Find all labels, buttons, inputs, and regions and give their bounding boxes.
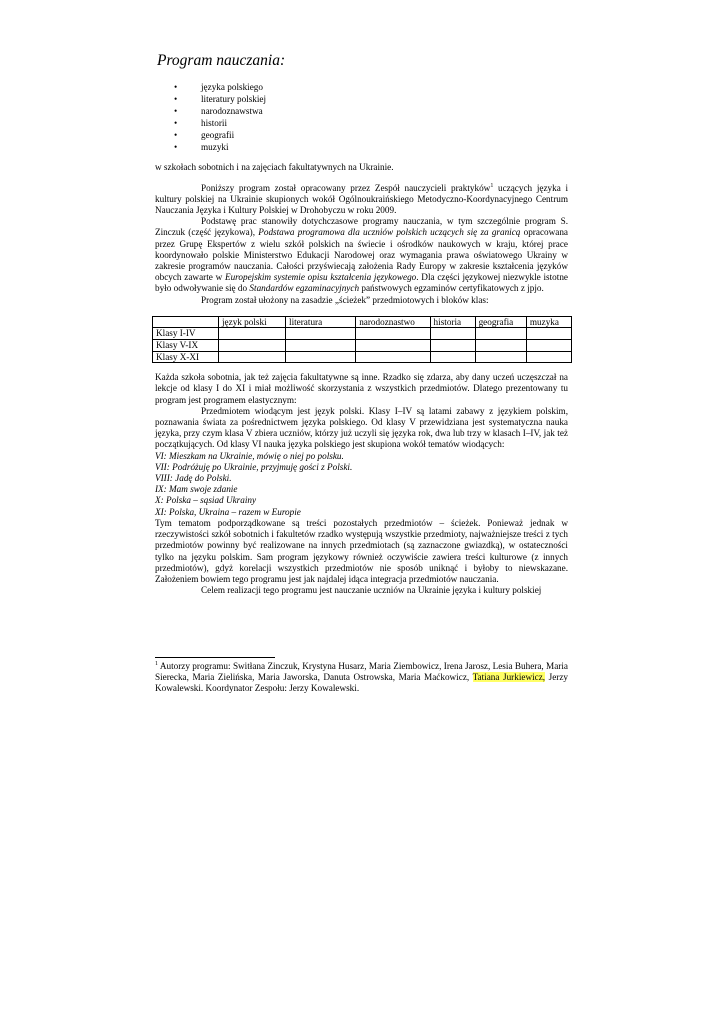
bullet-icon: • xyxy=(174,105,178,116)
footnote-divider xyxy=(155,657,275,658)
list-item: VII: Podróżuję po Ukrainie, przyjmuję gości z Polski. xyxy=(155,461,353,472)
table-header-cell xyxy=(153,316,219,328)
bullet-icon: • xyxy=(174,93,178,104)
paragraph-goal: Celem realizacji tego programu jest nauczanie uczniów na Ukrainie języka i kultury polskiej xyxy=(201,585,542,596)
table-row-label: Klasy I-IV xyxy=(153,328,219,340)
table-row xyxy=(153,328,572,340)
page-title: Program nauczania: xyxy=(157,52,286,69)
paragraph-structure: Program został ułożony na zasadzie „ścieżek” przedmiotowych i bloków klas: xyxy=(201,294,489,305)
list-item: • języka polskiego xyxy=(174,82,263,92)
list-item: • literatury polskiej xyxy=(174,93,267,104)
bullet-icon: • xyxy=(174,129,178,140)
table-header-cell: historia xyxy=(430,316,475,328)
paragraph-integration: Tym tematom podporządkowane są treści pozostałych przedmiotów – ścieżek. Ponieważ jednak w rzeczywistości szkół sobotnich i fakultetów rzadko występują wszystkie przedmioty, najważniejsze treści z tych przedmiotów powinny być realizowane na innych przedmiotach (są zaznaczone gwiazdką), w ostateczności tylko na języku polskim. Sam program językowy również oczywiście zawiera treści kulturowe (z innych przedmiotów), gdyż korelacji wszystkich przedmiotów nie sposób uniknąć i byłoby to niewskazane. Założeniem bowiem tego programu jest jak najdalej idąca integracja przedmiotów nauczania. xyxy=(155,517,568,584)
table-header-cell: literatura xyxy=(286,316,356,328)
bullet-icon: • xyxy=(174,141,178,152)
list-item: • geografii xyxy=(174,129,235,140)
subjects-table xyxy=(152,316,572,363)
document-body xyxy=(155,52,568,596)
subject-list xyxy=(155,82,568,153)
list-item: • muzyki xyxy=(174,141,229,152)
list-item: • narodoznawstwa xyxy=(174,105,263,116)
paragraph-sources: Podstawę prac stanowiły dotychczasowe programy nauczania, w tym szczególnie program S. Zinczuk (część językowa), Podstawa programowa dla uczniów polskich uczących się za granicą opracowana przez Grupę Ekspertów z wielu szkół polskich na świecie i ośrodków naukowych w kraju, której prace koordynowało polskie Ministerstwo Edukacji Narodowej oraz wymagania prawa oświatowego Ukrainy w zakresie programów nauczania. Całości przyświecają założenia Rady Europy w zakresie kształcenia języków obcych zawarte w Europejskim systemie opisu kształcenia językowego. Dla części językowej niezwykle istotne było odwoływanie się do Standardów egzaminacyjnych państwowych egzaminów certyfikatowych z jpjo. xyxy=(155,216,568,294)
list-item: IX: Mam swoje zdanie xyxy=(155,484,238,495)
list-item: VI: Mieszkam na Ukrainie, mówię o niej po polsku. xyxy=(155,450,344,461)
paragraph-flexibility: Każda szkoła sobotnia, jak też zajęcia fakultatywne są inne. Rzadko się zdarza, aby dany uczeń uczęszczał na lekcje od klasy I do XI i miał możliwość skorzystania z wszystkich przedmiotów. Dlatego prezentowany tu program jest programem elastycznym: xyxy=(155,372,568,405)
paragraph-intro: Poniższy program został opracowany przez Zespół nauczycieli praktyków$^1$ uczących języka i kultury polskiej na Ukrainie skupionych wokół Ogólnoukraińskiego Metodyczno-Koordynacyjnego Centrum Nauczania Języka i Kultury Polskiej w Drohobyczu w roku 2009. xyxy=(155,182,569,216)
footnote-reference[interactable]: 1 xyxy=(490,182,494,189)
table-header-cell: język polski xyxy=(218,316,285,328)
highlighted-name: Tatiana Jurkiewicz, xyxy=(472,672,546,683)
table-row-label: Klasy X-XI xyxy=(153,351,219,363)
bullet-icon: • xyxy=(174,82,178,92)
table-row xyxy=(153,340,572,352)
footnote: $^1$ Autorzy programu: Switłana Zinczuk, Krystyna Husarz, Maria Ziembowicz, Irena Jarosz, Lesia Buhera, Maria Sierecka, Maria Zielińska, Maria Jaworska, Danuta Ostrowska, Maria Maćkowicz, Tatiana Jurkiewicz, Jerzy Kowalewski. Koordynator Zespołu: Jerzy Kowalewski. xyxy=(155,661,569,694)
list-item: X: Polska – sąsiad Ukrainy xyxy=(155,495,257,506)
list-item: VIII: Jadę do Polski. xyxy=(155,473,232,484)
table-header-row xyxy=(153,316,572,328)
footnote-mark: 1 xyxy=(155,661,158,667)
subtitle-line: w szkołach sobotnich i na zajęciach fakultatywnych na Ukrainie. xyxy=(155,162,394,173)
table-header-cell: narodoznastwo xyxy=(356,316,430,328)
list-item: • historii xyxy=(174,117,228,128)
topic-list xyxy=(155,451,568,518)
bullet-icon: • xyxy=(174,117,178,128)
table-row xyxy=(153,351,572,363)
paragraph-leading-subject: Przedmiotem wiodącym jest język polski. Klasy I–IV są latami zabawy z językiem polskim, poznawania świata za pośrednictwem języka polskiego. Od klasy V przewidziana jest systematyczna nauka języka, przy czym klasa V zbiera uczniów, którzy już uczyli się języka rok, dwa lub trzy w klasach I–IV, jak też początkujących. Od klasy VI nauka języka polskiego jest skupiona wokół tematów wiodących: xyxy=(155,405,568,450)
table-header-cell: muzyka xyxy=(526,316,571,328)
table-row-label: Klasy V-IX xyxy=(153,340,219,352)
list-item: XI: Polska, Ukraina – razem w Europie xyxy=(155,506,301,517)
table-header-cell: geografia xyxy=(475,316,526,328)
